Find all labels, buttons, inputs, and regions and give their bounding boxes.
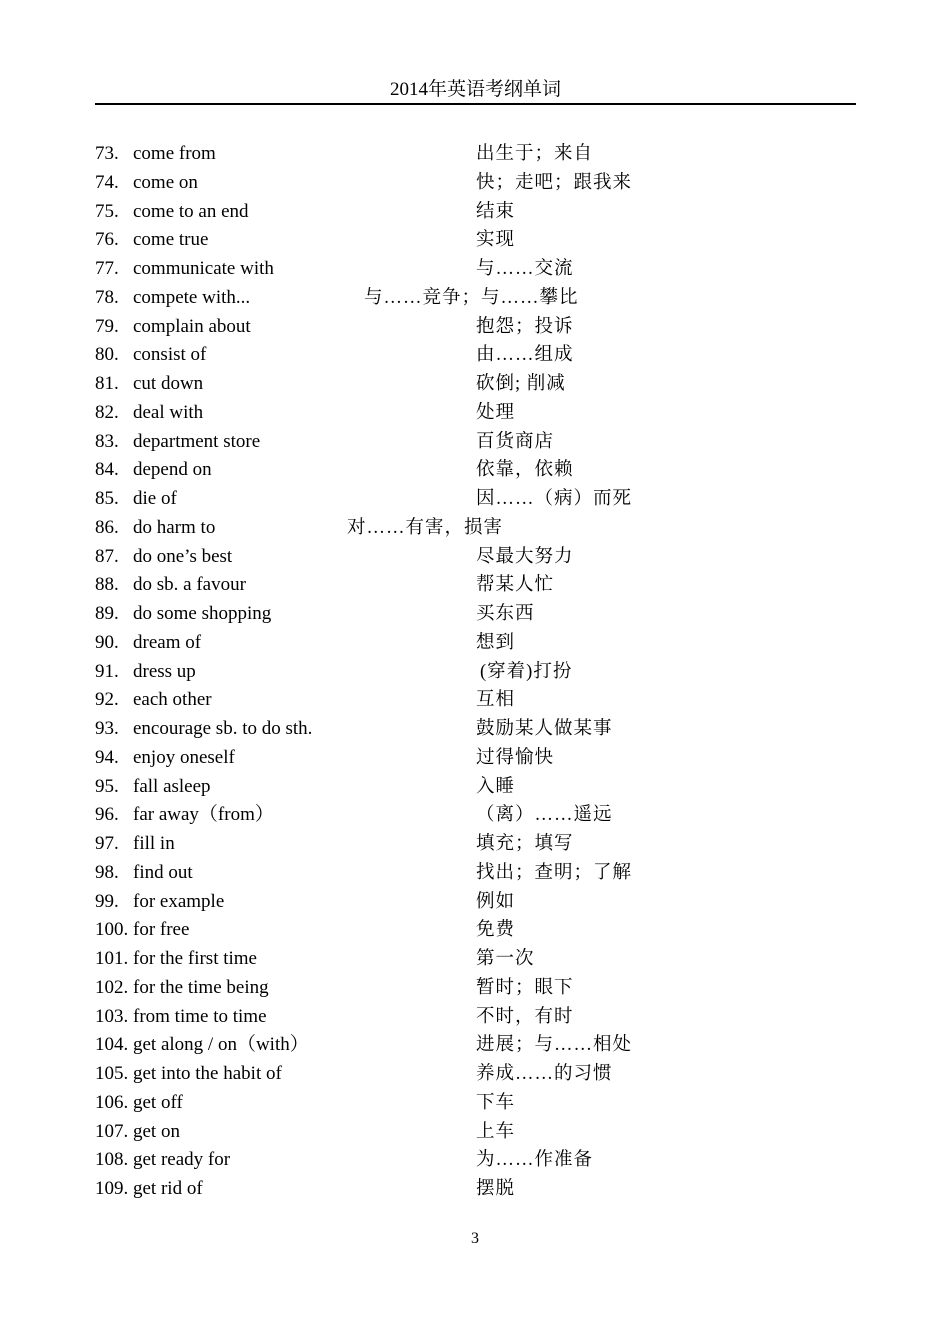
entry-phrase: from time to time: [133, 1005, 267, 1027]
entry-meaning: 尽最大努力: [476, 546, 574, 567]
entry-number: 83.: [95, 430, 119, 452]
vocab-entry: [95, 1146, 856, 1175]
entry-meaning: 结束: [476, 201, 516, 222]
entry-number: 86.: [95, 516, 119, 538]
entry-meaning: 想到: [476, 632, 516, 653]
entry-meaning: 找出；查明；了解: [476, 862, 633, 883]
entry-number: 107.: [95, 1120, 129, 1142]
entry-meaning: 摆脱: [476, 1179, 516, 1199]
entry-number: 91.: [95, 660, 119, 682]
entry-phrase: encourage sb. to do sth.: [133, 718, 313, 739]
vocab-entry: [95, 169, 856, 198]
vocab-entry: [95, 686, 856, 715]
entry-phrase: die of: [133, 488, 177, 509]
entry-meaning: 填充；填写: [476, 834, 574, 854]
entry-number: 100.: [95, 919, 129, 941]
vocab-entry: [95, 859, 856, 888]
entry-phrase: find out: [133, 861, 193, 883]
page-header-title: 2014年英语考纲单词: [389, 79, 561, 100]
vocab-entry: [95, 1175, 856, 1204]
entry-phrase: for the time being: [133, 976, 269, 998]
entry-meaning: 与……交流: [476, 259, 574, 279]
entry-number: 84.: [95, 459, 119, 481]
entry-number: 82.: [95, 401, 119, 423]
vocab-entry: [95, 773, 856, 802]
vocab-entry: [95, 1003, 856, 1032]
entry-meaning: 实现: [476, 230, 516, 251]
vocab-entry: [95, 945, 856, 974]
entry-phrase: fill in: [133, 833, 175, 854]
entry-phrase: come on: [133, 171, 198, 193]
entry-number: 74.: [95, 171, 119, 193]
entry-meaning: (穿着)打扮: [480, 661, 573, 682]
entry-number: 78.: [95, 286, 119, 308]
page-number: 3: [471, 1230, 479, 1247]
entry-phrase: get into the habit of: [133, 1063, 282, 1084]
entry-meaning: 由……组成: [476, 345, 574, 366]
entry-number: 99.: [95, 890, 119, 912]
entry-phrase: deal with: [133, 401, 204, 423]
entry-meaning: 与……竞争；与……攀比: [364, 287, 579, 308]
entry-number: 80.: [95, 344, 119, 366]
entry-phrase: do sb. a favour: [133, 574, 246, 596]
vocab-entry: [95, 916, 856, 945]
entry-phrase: come true: [133, 229, 209, 251]
entry-number: 109.: [95, 1178, 129, 1199]
entry-phrase: far away（from）: [133, 804, 274, 826]
entry-meaning: 快；走吧；跟我来: [476, 172, 633, 193]
entry-number: 108.: [95, 1149, 129, 1171]
vocab-entry: [95, 198, 856, 227]
entry-meaning: 百货商店: [476, 431, 555, 452]
vocab-entry: [95, 456, 856, 485]
vocab-entry: [95, 140, 856, 169]
entry-number: 79.: [95, 315, 119, 337]
entry-number: 76.: [95, 229, 119, 251]
vocab-entry: [95, 399, 856, 428]
entry-meaning: 依靠，依赖: [476, 460, 574, 481]
header-divider: [95, 103, 856, 105]
vocab-entry: [95, 658, 856, 687]
entry-phrase: get off: [133, 1091, 183, 1113]
entry-number: 81.: [95, 373, 119, 394]
entry-number: 77.: [95, 258, 119, 279]
vocab-entry: [95, 543, 856, 572]
vocab-entry: [95, 744, 856, 773]
entry-phrase: compete with...: [133, 286, 251, 308]
entry-phrase: department store: [133, 430, 261, 452]
vocab-entry: [95, 629, 856, 658]
entry-meaning: 第一次: [476, 949, 535, 969]
entry-number: 73.: [95, 143, 119, 164]
vocab-entry: [95, 600, 856, 629]
entry-number: 101.: [95, 948, 129, 969]
vocab-entry: [95, 715, 856, 744]
entry-meaning: 砍倒; 削减: [476, 374, 566, 394]
vocab-entry: [95, 830, 856, 859]
entry-meaning: 鼓励某人做某事: [476, 719, 613, 739]
entry-number: 93.: [95, 718, 119, 739]
entry-meaning: 进展；与……相处: [476, 1035, 633, 1056]
entry-meaning: 出生于；来自: [476, 144, 594, 164]
entry-number: 95.: [95, 775, 119, 797]
vocab-entry: [95, 801, 856, 830]
entry-phrase: do one’s best: [133, 545, 233, 567]
entry-number: 104.: [95, 1034, 129, 1056]
entry-meaning: 上车: [476, 1121, 516, 1142]
vocab-entry: [95, 226, 856, 255]
entry-phrase: consist of: [133, 344, 207, 366]
vocab-entry: [95, 370, 856, 399]
entry-number: 85.: [95, 488, 119, 509]
vocab-entry: [95, 1089, 856, 1118]
entry-phrase: fall asleep: [133, 775, 211, 797]
entry-phrase: get on: [133, 1120, 180, 1142]
entry-number: 94.: [95, 746, 119, 768]
entry-meaning: 暂时；眼下: [476, 977, 574, 998]
vocab-entry: [95, 571, 856, 600]
vocab-entry: [95, 485, 856, 514]
vocab-entry: [95, 1060, 856, 1089]
entry-phrase: dress up: [133, 660, 196, 682]
entry-number: 103.: [95, 1005, 129, 1027]
entry-phrase: cut down: [133, 373, 204, 394]
entry-meaning: 对……有害，损害: [347, 517, 504, 538]
entry-phrase: get along / on（with）: [133, 1034, 309, 1056]
entry-number: 106.: [95, 1091, 129, 1113]
vocab-entry: [95, 1118, 856, 1147]
vocab-entry: [95, 1031, 856, 1060]
entry-meaning: （离）……遥远: [476, 805, 613, 826]
entry-phrase: come to an end: [133, 200, 249, 222]
entry-number: 90.: [95, 631, 119, 653]
entry-meaning: 帮某人忙: [476, 575, 555, 596]
entry-meaning: 下车: [476, 1092, 516, 1113]
vocab-entry: [95, 888, 856, 917]
entry-meaning: 入睡: [476, 776, 516, 797]
entry-meaning: 抱怨；投诉: [476, 316, 574, 337]
entry-phrase: dream of: [133, 631, 202, 653]
entry-number: 98.: [95, 861, 119, 883]
entry-phrase: for free: [133, 919, 190, 941]
entry-number: 89.: [95, 603, 119, 624]
entry-number: 75.: [95, 200, 119, 222]
entry-phrase: enjoy oneself: [133, 746, 235, 768]
vocab-entry: [95, 341, 856, 370]
entry-meaning: 互相: [476, 690, 516, 711]
entry-number: 97.: [95, 833, 119, 854]
entry-phrase: communicate with: [133, 258, 274, 279]
entry-number: 87.: [95, 545, 119, 567]
entry-number: 102.: [95, 976, 129, 998]
entry-phrase: complain about: [133, 315, 251, 337]
vocab-entry: [95, 428, 856, 457]
entry-meaning: 过得愉快: [476, 747, 555, 768]
vocab-entry: [95, 974, 856, 1003]
vocab-entry: [95, 514, 856, 543]
entry-number: 88.: [95, 574, 119, 596]
entry-phrase: come from: [133, 143, 216, 164]
entry-meaning: 处理: [476, 402, 516, 423]
entry-phrase: do some shopping: [133, 603, 272, 624]
entry-number: 96.: [95, 804, 119, 826]
entry-meaning: 为……作准备: [476, 1150, 594, 1171]
entry-phrase: get ready for: [133, 1149, 231, 1171]
entry-number: 92.: [95, 689, 119, 711]
vocab-entry: [95, 284, 856, 313]
entry-meaning: 不时，有时: [476, 1006, 574, 1027]
entry-phrase: get rid of: [133, 1178, 203, 1199]
entry-phrase: do harm to: [133, 516, 216, 538]
vocab-entry: [95, 313, 856, 342]
vocabulary-list: [95, 140, 856, 1204]
entry-number: 105.: [95, 1063, 129, 1084]
entry-phrase: each other: [133, 689, 212, 711]
entry-meaning: 买东西: [476, 604, 535, 624]
entry-phrase: for the first time: [133, 948, 257, 969]
entry-phrase: for example: [133, 890, 225, 912]
entry-meaning: 免费: [476, 920, 516, 941]
entry-meaning: 养成……的习惯: [476, 1064, 613, 1084]
entry-phrase: depend on: [133, 459, 212, 481]
entry-meaning: 例如: [476, 891, 516, 912]
entry-meaning: 因……（病）而死: [476, 489, 633, 509]
vocab-entry: [95, 255, 856, 284]
